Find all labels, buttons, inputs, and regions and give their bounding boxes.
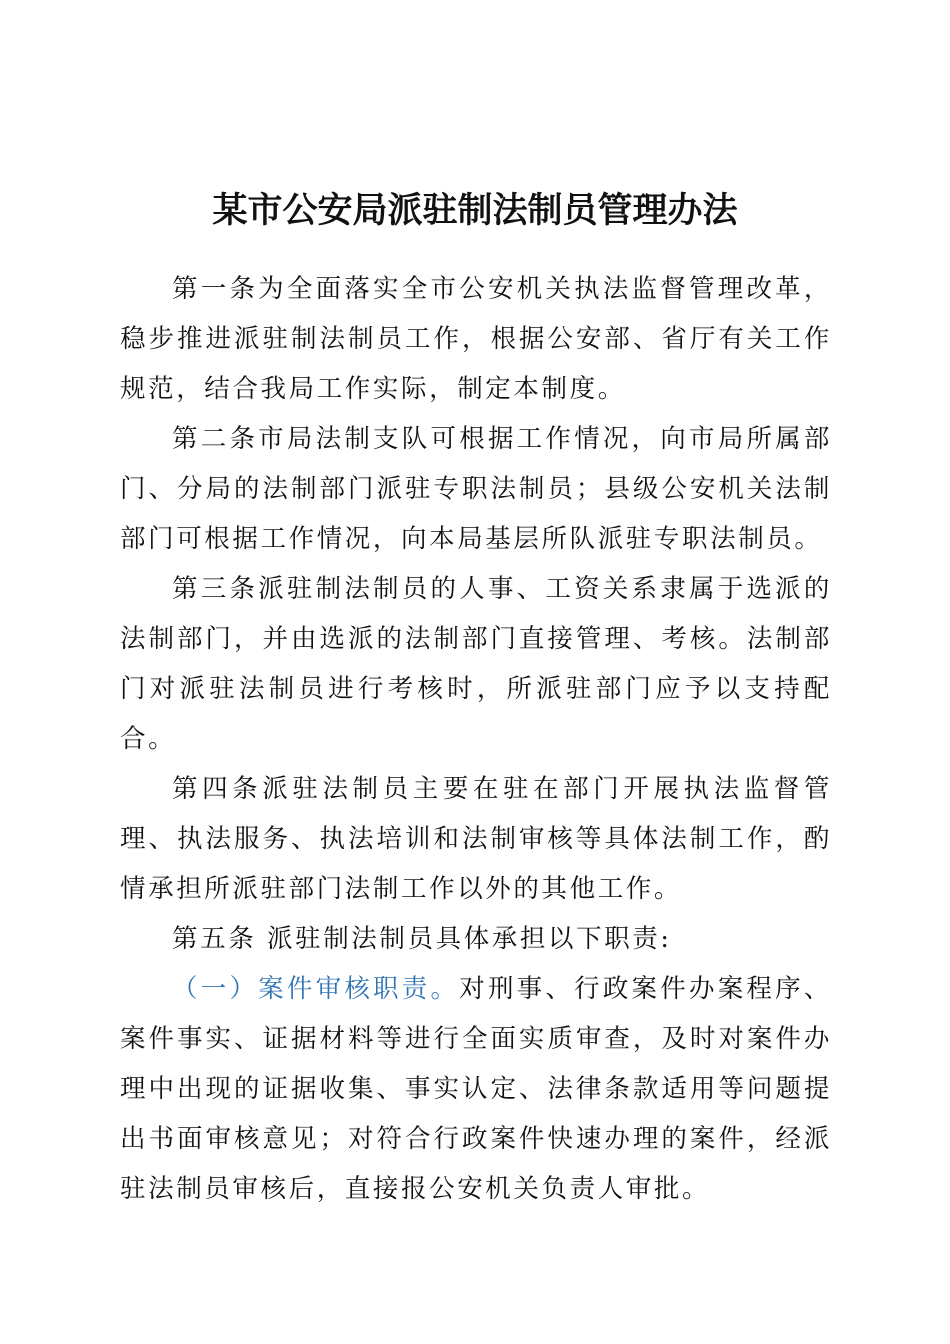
article-5: 第五条 派驻制法制员具体承担以下职责: bbox=[172, 924, 672, 954]
document-body bbox=[120, 264, 832, 1214]
article-3: 第三条派驻制法制员的人事、工资关系隶属于选派的法制部门，并由选派的法制部门直接管理、考核。法制部门对派驻法制员进行考核时，所派驻部门应予以支持配合。 bbox=[120, 574, 832, 754]
duty-item-1-heading: （一）案件审核职责。 bbox=[172, 974, 460, 1004]
article-4: 第四条派驻法制员主要在驻在部门开展执法监督管理、执法服务、执法培训和法制审核等具体法制工作，酌情承担所派驻部门法制工作以外的其他工作。 bbox=[120, 774, 832, 904]
duty-item-1-text: 对刑事、行政案件办案程序、案件事实、证据材料等进行全面实质审查，及时对案件办理中出现的证据收集、事实认定、法律条款适用等问题提出书面审核意见；对符合行政案件快速办理的案件，经派驻法制员审核后，直接报公安机关负责人审批。 bbox=[120, 974, 832, 1204]
duty-item-1 bbox=[120, 964, 832, 1214]
article-1: 第一条为全面落实全市公安机关执法监督管理改革，稳步推进派驻制法制员工作，根据公安部、省厅有关工作规范，结合我局工作实际，制定本制度。 bbox=[120, 274, 832, 404]
document-title: 某市公安局派驻制法制员管理办法 bbox=[212, 191, 738, 231]
article-2: 第二条市局法制支队可根据工作情况，向市局所属部门、分局的法制部门派驻专职法制员；县级公安机关法制部门可根据工作情况，向本局基层所队派驻专职法制员。 bbox=[120, 424, 832, 554]
